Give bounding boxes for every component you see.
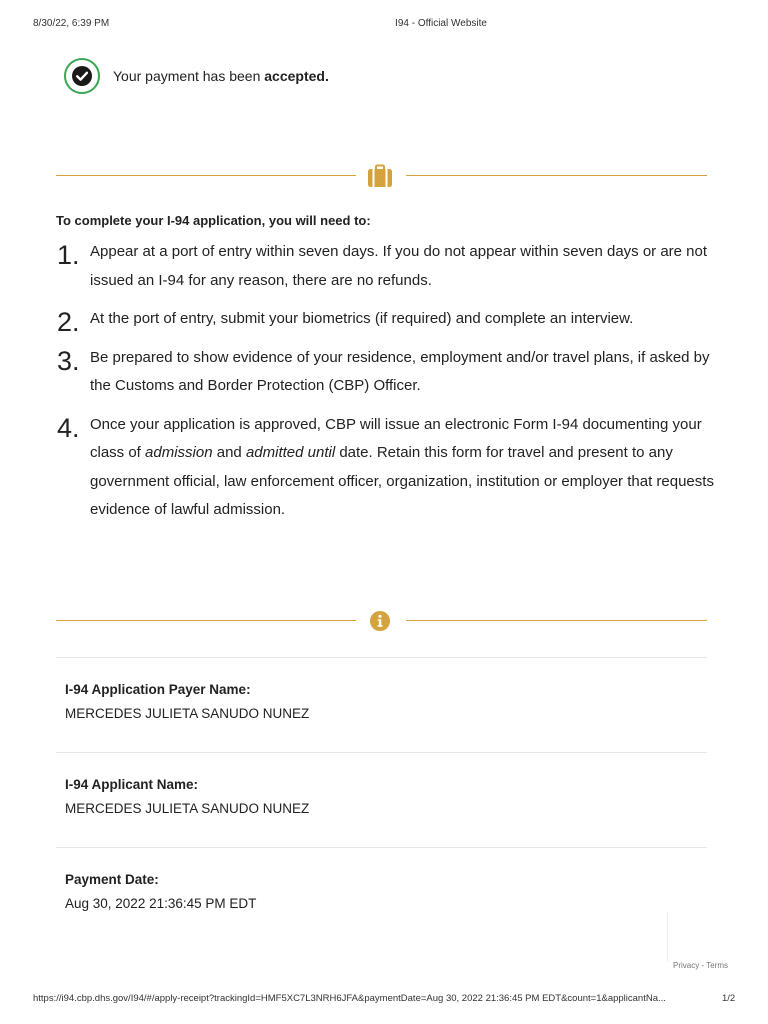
divider-line: [56, 620, 356, 621]
privacy-link[interactable]: Privacy: [673, 961, 700, 970]
step-text: Be prepared to show evidence of your residence, employment and/or travel plans, if asked by the Customs and Border Protection (CBP) Officer.: [90, 348, 710, 394]
instruction-steps: [56, 238, 716, 535]
detail-field-payer-name: [65, 682, 309, 721]
divider-line: [406, 175, 707, 176]
step-emphasis: admitted until: [245, 444, 336, 461]
check-circle-icon: [64, 58, 100, 94]
step-text: At the port of entry, submit your biometrics (if required) and complete an interview.: [90, 310, 634, 327]
print-page-title: I94 - Official Website: [395, 18, 487, 29]
step-emphasis: admission: [145, 444, 213, 461]
detail-field-payment-date: [65, 872, 256, 911]
field-value: MERCEDES JULIETA SANUDO NUNEZ: [65, 801, 310, 816]
payment-status-value: accepted.: [264, 68, 329, 84]
page-number: 1/2: [722, 993, 736, 1004]
field-label: Payment Date:: [65, 872, 159, 887]
step-text-part: Once your application is approved, CBP will issue an electronic Form I-94 documenting your class of: [90, 415, 702, 461]
divider-line: [56, 175, 356, 176]
field-label: I-94 Applicant Name:: [65, 777, 199, 792]
print-url: https://i94.cbp.dhs.gov/I94/#/apply-receipt?trackingId=HMF5XC7L3NRH6JFA&paymentDate=Aug 30, 2022 21:36:45 PM EDT&count=1&applicantNa...: [33, 993, 666, 1004]
link-separator: -: [699, 961, 707, 970]
payment-status-text: [113, 68, 329, 84]
recaptcha-links: [673, 961, 728, 970]
section-divider-instructions: [56, 161, 707, 191]
section-divider-details: [56, 606, 707, 636]
divider-line: [406, 620, 707, 621]
payment-status-prefix: Your payment has been: [113, 68, 265, 84]
step-number: 3.: [57, 345, 80, 376]
terms-link[interactable]: Terms: [706, 961, 728, 970]
field-value: Aug 30, 2022 21:36:45 PM EDT: [65, 896, 257, 911]
instruction-step: [56, 305, 716, 337]
briefcase-icon: [366, 163, 394, 189]
detail-field-applicant-name: [65, 777, 309, 816]
step-number: 2.: [57, 307, 80, 337]
instruction-step: [56, 238, 716, 295]
print-datetime: 8/30/22, 6:39 PM: [33, 18, 110, 29]
instruction-step: [56, 344, 716, 401]
field-label: I-94 Application Payer Name:: [65, 682, 251, 697]
info-circle-icon: [366, 608, 394, 634]
step-number: 4.: [57, 412, 80, 443]
step-text: Appear at a port of entry within seven days. If you do not appear within seven days or are not issued an I-94 for any reason, there are no refunds.: [90, 243, 708, 289]
step-text: [90, 416, 714, 519]
step-text-part: date. Retain this form for travel and present to any government official, law enforcement officer, organization, institution or employer that requests evidence of lawful admission.: [90, 444, 714, 518]
field-value: MERCEDES JULIETA SANUDO NUNEZ: [65, 706, 310, 721]
payment-status: [64, 58, 329, 94]
instruction-step: [56, 411, 716, 525]
step-number: 1.: [57, 240, 80, 270]
print-header: [0, 18, 768, 32]
instructions-intro: To complete your I-94 application, you will need to:: [56, 213, 371, 228]
step-text-part: and: [212, 444, 246, 461]
recaptcha-badge: [667, 912, 708, 962]
